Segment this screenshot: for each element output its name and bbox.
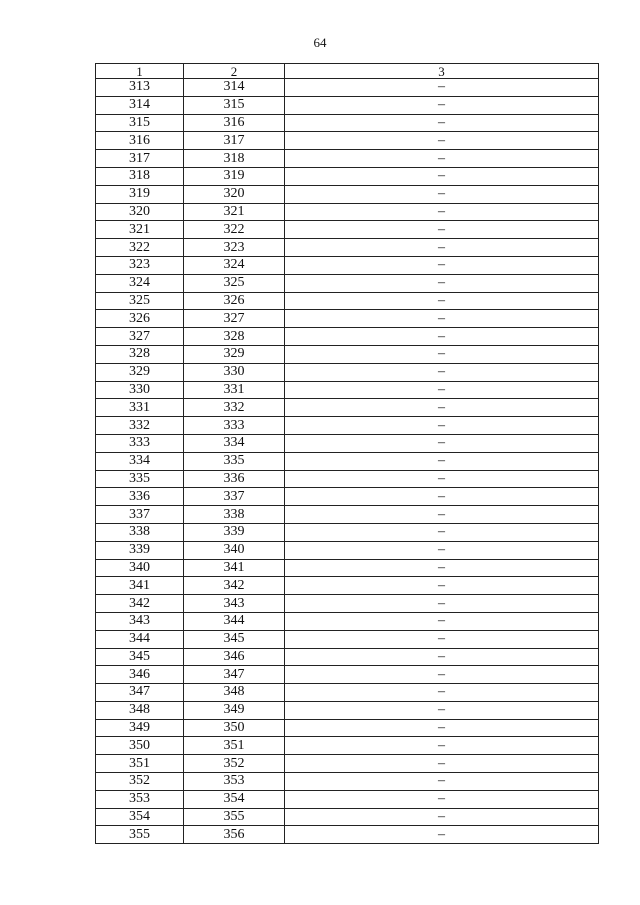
table-cell-col-3: – [285,773,599,791]
table-cell-col-2: 350 [184,719,285,737]
table-cell-col-1: 333 [96,434,184,452]
table-cell-col-1: 317 [96,150,184,168]
table-row [96,523,599,541]
table-cell-col-1: 322 [96,239,184,257]
table-cell-col-3: – [285,328,599,346]
table-cell-col-1: 321 [96,221,184,239]
table-cell-col-2: 316 [184,114,285,132]
table-cell-col-2: 354 [184,790,285,808]
table-cell-col-1: 350 [96,737,184,755]
table-cell-col-1: 342 [96,595,184,613]
table-row [96,541,599,559]
table-cell-col-3: – [285,701,599,719]
table-cell-col-3: – [285,417,599,435]
table-cell-col-2: 320 [184,185,285,203]
table-cell-col-1: 313 [96,79,184,97]
table-cell-col-3: – [285,96,599,114]
table-cell-col-1: 331 [96,399,184,417]
table-cell-col-2: 334 [184,434,285,452]
table-cell-col-1: 355 [96,826,184,844]
table-cell-col-3: – [285,612,599,630]
column-header-2: 2 [184,64,285,79]
table-cell-col-1: 352 [96,773,184,791]
table-cell-col-2: 346 [184,648,285,666]
table-cell-col-3: – [285,684,599,702]
table-cell-col-2: 353 [184,773,285,791]
table-cell-col-2: 339 [184,523,285,541]
table-row [96,345,599,363]
table-cell-col-3: – [285,221,599,239]
table-cell-col-1: 346 [96,666,184,684]
table-row [96,79,599,97]
table-row [96,755,599,773]
table-cell-col-1: 325 [96,292,184,310]
table-cell-col-1: 354 [96,808,184,826]
table-cell-col-2: 337 [184,488,285,506]
table-cell-col-2: 325 [184,274,285,292]
table-cell-col-2: 347 [184,666,285,684]
table-cell-col-3: – [285,506,599,524]
table-cell-col-3: – [285,559,599,577]
table-row [96,808,599,826]
table-cell-col-1: 330 [96,381,184,399]
table-row [96,132,599,150]
table-cell-col-3: – [285,256,599,274]
table-cell-col-2: 329 [184,345,285,363]
table-cell-col-1: 320 [96,203,184,221]
table-row [96,292,599,310]
table-cell-col-3: – [285,185,599,203]
table-row [96,399,599,417]
table-cell-col-2: 340 [184,541,285,559]
table-cell-col-2: 338 [184,506,285,524]
table-cell-col-2: 352 [184,755,285,773]
table-cell-col-3: – [285,648,599,666]
table-cell-col-1: 340 [96,559,184,577]
table-cell-col-1: 339 [96,541,184,559]
table-cell-col-3: – [285,808,599,826]
table-cell-col-3: – [285,488,599,506]
table-cell-col-2: 317 [184,132,285,150]
table-row [96,256,599,274]
table-cell-col-2: 314 [184,79,285,97]
table-cell-col-3: – [285,292,599,310]
table-cell-col-2: 327 [184,310,285,328]
table-row [96,417,599,435]
table-cell-col-1: 338 [96,523,184,541]
table-row [96,701,599,719]
table-cell-col-3: – [285,132,599,150]
table-cell-col-1: 336 [96,488,184,506]
table-row [96,274,599,292]
table-cell-col-1: 332 [96,417,184,435]
table-row [96,737,599,755]
table-cell-col-3: – [285,737,599,755]
table-row [96,114,599,132]
table-cell-col-1: 335 [96,470,184,488]
table-cell-col-3: – [285,452,599,470]
table-cell-col-2: 315 [184,96,285,114]
table-row [96,434,599,452]
table-cell-col-1: 327 [96,328,184,346]
table-row [96,506,599,524]
page-number: 64 [313,35,327,50]
column-header-3: 3 [285,64,599,79]
table-cell-col-3: – [285,630,599,648]
table-cell-col-1: 334 [96,452,184,470]
table-row [96,577,599,595]
table-cell-col-2: 341 [184,559,285,577]
table-cell-col-1: 324 [96,274,184,292]
table-cell-col-1: 341 [96,577,184,595]
table-cell-col-3: – [285,399,599,417]
table-cell-col-3: – [285,666,599,684]
table-cell-col-3: – [285,755,599,773]
table-cell-col-1: 345 [96,648,184,666]
table-cell-col-2: 356 [184,826,285,844]
table-cell-col-2: 345 [184,630,285,648]
table-row [96,328,599,346]
table-cell-col-1: 347 [96,684,184,702]
table-row [96,167,599,185]
table-cell-col-3: – [285,826,599,844]
table-cell-col-1: 314 [96,96,184,114]
table-cell-col-3: – [285,274,599,292]
table-cell-col-2: 351 [184,737,285,755]
table-row [96,719,599,737]
table-cell-col-3: – [285,150,599,168]
table-cell-col-3: – [285,363,599,381]
table-cell-col-1: 326 [96,310,184,328]
table-row [96,363,599,381]
table-cell-col-2: 319 [184,167,285,185]
table-cell-col-2: 348 [184,684,285,702]
table-cell-col-1: 337 [96,506,184,524]
table-row [96,96,599,114]
table-cell-col-2: 349 [184,701,285,719]
table-cell-col-3: – [285,114,599,132]
table-cell-col-1: 328 [96,345,184,363]
table-cell-col-1: 349 [96,719,184,737]
table-cell-col-3: – [285,381,599,399]
table-cell-col-3: – [285,203,599,221]
table-row [96,630,599,648]
table-cell-col-2: 330 [184,363,285,381]
table-cell-col-3: – [285,345,599,363]
table-cell-col-2: 344 [184,612,285,630]
table-cell-col-2: 336 [184,470,285,488]
table-row [96,648,599,666]
table-row [96,684,599,702]
table-cell-col-2: 331 [184,381,285,399]
table-cell-col-1: 344 [96,630,184,648]
table-cell-col-3: – [285,577,599,595]
table-cell-col-3: – [285,79,599,97]
table-cell-col-2: 343 [184,595,285,613]
table-cell-col-3: – [285,595,599,613]
table-row [96,185,599,203]
table-row [96,826,599,844]
table-cell-col-1: 348 [96,701,184,719]
table-row [96,612,599,630]
table-row [96,488,599,506]
table-cell-col-2: 328 [184,328,285,346]
table-cell-col-3: – [285,790,599,808]
table-row [96,381,599,399]
table-cell-col-2: 355 [184,808,285,826]
table-cell-col-3: – [285,310,599,328]
table-cell-col-1: 353 [96,790,184,808]
table-cell-col-1: 323 [96,256,184,274]
table-cell-col-2: 333 [184,417,285,435]
table-cell-col-2: 335 [184,452,285,470]
table-row [96,452,599,470]
table-cell-col-2: 342 [184,577,285,595]
table-cell-col-2: 318 [184,150,285,168]
table-row [96,470,599,488]
table-cell-col-1: 318 [96,167,184,185]
table-cell-col-1: 351 [96,755,184,773]
data-table [95,63,599,844]
table-cell-col-1: 329 [96,363,184,381]
table-row [96,221,599,239]
table-row [96,790,599,808]
table-row [96,595,599,613]
column-header-1: 1 [96,64,184,79]
table-cell-col-3: – [285,470,599,488]
table-cell-col-2: 332 [184,399,285,417]
table-row [96,239,599,257]
table-cell-col-1: 316 [96,132,184,150]
table-cell-col-1: 315 [96,114,184,132]
table-cell-col-2: 323 [184,239,285,257]
table-cell-col-3: – [285,434,599,452]
table-header [96,64,599,79]
table-cell-col-1: 319 [96,185,184,203]
table-cell-col-3: – [285,523,599,541]
table-row [96,773,599,791]
table-cell-col-1: 343 [96,612,184,630]
table-body [96,79,599,844]
table-cell-col-2: 324 [184,256,285,274]
table-cell-col-2: 326 [184,292,285,310]
table-row [96,666,599,684]
table-cell-col-2: 321 [184,203,285,221]
table-cell-col-3: – [285,239,599,257]
table-row [96,203,599,221]
table-row [96,150,599,168]
table-row [96,310,599,328]
header-row [96,64,599,79]
table-cell-col-3: – [285,719,599,737]
table-row [96,559,599,577]
table-cell-col-3: – [285,541,599,559]
table-cell-col-3: – [285,167,599,185]
table-cell-col-2: 322 [184,221,285,239]
